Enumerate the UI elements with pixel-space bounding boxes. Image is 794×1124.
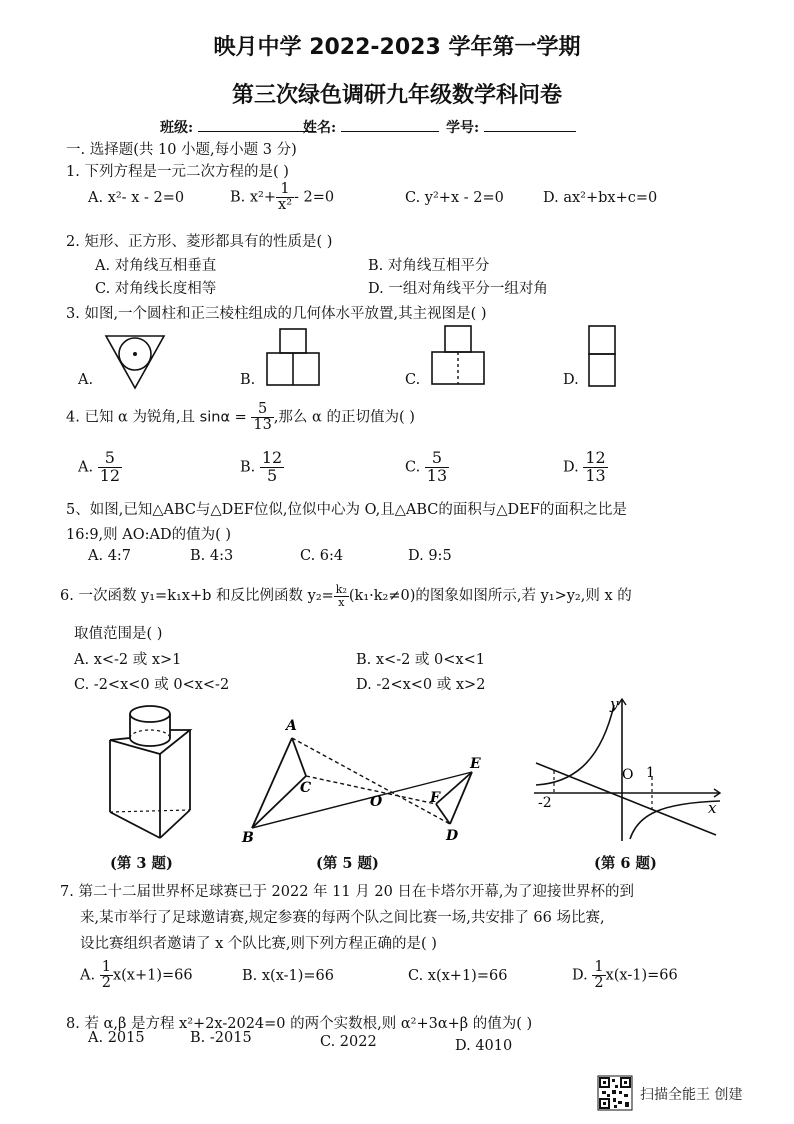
- q4-d-den: 13: [585, 465, 606, 485]
- class-blank: [198, 117, 316, 132]
- number-blank: [484, 117, 576, 132]
- q6-line2: 取值范围是( ): [74, 626, 163, 642]
- q7-line2: 来,某市举行了足球邀请赛,规定参赛的每两个队之间比赛一场,共安排了 66 场比赛,: [80, 910, 605, 926]
- q1-option-a: A. x²- x - 2=0: [88, 190, 185, 206]
- q8-stem: 8. 若 α,β 是方程 x²+2x-2024=0 的两个实数根,则 α²+3α+β 的值为( ): [66, 1016, 533, 1032]
- q4-option-b: [240, 450, 284, 485]
- watermark-text: 扫描全能王 创建: [640, 1087, 743, 1103]
- class-label: 班级:: [160, 120, 194, 136]
- q7-option-b: B. x(x-1)=66: [242, 968, 335, 984]
- figure-6-caption: (第 6 题): [594, 855, 657, 872]
- q2-option-c: C. 对角线长度相等: [95, 281, 217, 297]
- exam-title-line2: 第三次绿色调研九年级数学科问卷: [231, 83, 562, 108]
- q7-option-a: [80, 960, 193, 991]
- figure-3-solid: [100, 700, 200, 850]
- q7-line1: 7. 第二十二届世界杯足球赛已于 2022 年 11 月 20 日在卡塔尔开幕,为了迎接世界杯的到: [60, 884, 635, 900]
- q5-option-d: D. 9:5: [408, 548, 452, 564]
- q4-a-num: 5: [98, 450, 122, 468]
- name-label: 姓名:: [303, 120, 337, 136]
- q6-option-b: B. x<-2 或 0<x<1: [356, 652, 485, 668]
- circle-center-dot: [133, 352, 137, 356]
- q7-option-d: [572, 960, 678, 991]
- name-blank: [341, 117, 439, 132]
- q4-b-fraction: [260, 450, 284, 485]
- q6-option-d: D. -2<x<0 或 x>2: [356, 677, 486, 693]
- q7-option-c: C. x(x+1)=66: [408, 968, 508, 984]
- q1-b-suffix: - 2=0: [294, 189, 335, 206]
- section-heading: 一. 选择题(共 10 小题,每小题 3 分): [66, 142, 297, 158]
- q6-line1-suffix: (k₁·k₂≠0)的图象如图所示,若 y₁>y₂,则 x 的: [348, 588, 632, 605]
- q3-option-d-figure: [588, 325, 628, 389]
- triangle-shape: [106, 336, 164, 388]
- q6-line1-prefix: 6. 一次函数 y₁=k₁x+b 和反比例函数 y₂=: [60, 588, 334, 605]
- q4-sin-num: 5: [251, 402, 273, 418]
- q3-option-a: A.: [78, 372, 94, 388]
- fig6-label-x: x: [708, 799, 717, 817]
- q7-d-num: 1: [594, 959, 604, 975]
- q6-frac-den: x: [338, 595, 345, 609]
- q4-d-label: D.: [563, 459, 579, 476]
- q1-b-fraction: [276, 182, 294, 213]
- q4-sin: sinα =: [199, 409, 247, 426]
- exam-title-line1: 映月中学 2022-2023 学年第一学期: [213, 35, 581, 60]
- q7-a-den: 2: [101, 975, 111, 992]
- q1-option-b: [230, 182, 334, 213]
- figure-6-graph: [530, 695, 730, 845]
- q4-c-num: 5: [425, 450, 449, 468]
- q4-c-label: C.: [405, 459, 421, 476]
- q4-d-num: 12: [585, 448, 606, 467]
- q4-b-label: B.: [240, 459, 256, 476]
- q4-b-num: 12: [261, 448, 283, 467]
- q2-option-d: D. 一组对角线平分一组对角: [368, 281, 548, 297]
- fig5-label-c: C: [300, 780, 312, 796]
- fig5-label-e: E: [470, 756, 481, 772]
- q3-option-d: D.: [563, 372, 579, 388]
- q4-d-fraction: [583, 450, 607, 485]
- fig5-label-b: B: [242, 830, 254, 846]
- q4-c-fraction: [425, 450, 449, 485]
- fig5-label-d: D: [446, 828, 459, 844]
- q1-b-prefix: B. x²+: [230, 189, 277, 206]
- number-field: [446, 117, 576, 137]
- q7-a-num: 1: [101, 959, 111, 975]
- q8-option-c: C. 2022: [320, 1034, 377, 1050]
- fig5-label-o: O: [370, 794, 383, 810]
- q8-option-d: D. 4010: [455, 1038, 513, 1054]
- number-label: 学号:: [446, 120, 480, 136]
- q2-stem: 2. 矩形、正方形、菱形都具有的性质是( ): [66, 234, 333, 250]
- q1-b-den: x²: [278, 197, 293, 214]
- fig5-label-a: A: [286, 718, 297, 734]
- q4-option-c: [405, 450, 449, 485]
- q3-option-b: B.: [240, 372, 256, 388]
- q2-option-b: B. 对角线互相平分: [368, 258, 490, 274]
- q3-option-c-figure: [431, 325, 495, 389]
- q5-option-b: B. 4:3: [190, 548, 234, 564]
- q4-stem-prefix: 4. 已知 α 为锐角,且: [66, 409, 196, 426]
- q8-option-a: A. 2015: [88, 1030, 145, 1046]
- q7-line3: 设比赛组织者邀请了 x 个队比赛,则下列方程正确的是( ): [80, 936, 437, 952]
- figure-3-caption: (第 3 题): [110, 855, 173, 872]
- q7-d-suffix: x(x-1)=66: [605, 967, 678, 984]
- q1-b-num: 1: [276, 182, 294, 198]
- q5-option-a: A. 4:7: [88, 548, 132, 564]
- q3-option-c: C.: [405, 372, 421, 388]
- q4-a-label: A.: [78, 459, 94, 476]
- fig6-label-one: 1: [646, 765, 655, 781]
- q6-line1: [60, 584, 632, 608]
- q7-d-den: 2: [594, 975, 604, 992]
- q4-a-fraction: [98, 450, 122, 485]
- figure-5-homothety: [240, 700, 500, 848]
- q4-c-den: 13: [426, 465, 448, 485]
- q6-frac-num: k₂: [335, 583, 347, 596]
- q7-a-fraction: [100, 960, 113, 991]
- q6-option-c: C. -2<x<0 或 0<x<-2: [74, 677, 230, 693]
- hyperbola-left-branch: [536, 705, 614, 785]
- q4-b-den: 5: [266, 465, 278, 485]
- q5-line1: 5、如图,已知△ABC与△DEF位似,位似中心为 O,且△ABC的面积与△DEF的面积之比是: [66, 502, 627, 518]
- q7-d-prefix: D.: [572, 967, 588, 984]
- q8-option-b: B. -2015: [190, 1030, 252, 1046]
- q5-option-c: C. 6:4: [300, 548, 344, 564]
- q3-option-b-figure: [266, 328, 330, 388]
- q4-stem-suffix: ,那么 α 的正切值为( ): [273, 409, 415, 426]
- q7-a-prefix: A.: [80, 967, 96, 984]
- class-field: [160, 117, 316, 137]
- q3-stem: 3. 如图,一个圆柱和正三棱柱组成的几何体水平放置,其主视图是( ): [66, 306, 487, 322]
- q7-a-suffix: x(x+1)=66: [112, 967, 193, 984]
- qr-code-icon: [598, 1076, 632, 1110]
- q4-sin-den: 13: [253, 417, 272, 434]
- q3-option-a-figure: [104, 334, 168, 394]
- name-field: [303, 117, 439, 137]
- q6-option-a: A. x<-2 或 x>1: [74, 652, 182, 668]
- q5-line2: 16:9,则 AO:AD的值为( ): [66, 527, 232, 543]
- q4-option-a: [78, 450, 122, 485]
- q1-option-d: D. ax²+bx+c=0: [543, 190, 658, 206]
- q4-a-den: 12: [99, 465, 121, 485]
- q4-sin-fraction: [251, 402, 273, 433]
- q1-option-c: C. y²+x - 2=0: [405, 190, 504, 206]
- q4-option-d: [563, 450, 608, 485]
- q7-d-fraction: [592, 960, 605, 991]
- fig6-label-y: y: [610, 695, 619, 713]
- q2-option-a: A. 对角线互相垂直: [95, 258, 217, 274]
- q4-stem: [66, 402, 415, 433]
- q1-stem: 1. 下列方程是一元二次方程的是( ): [66, 164, 289, 180]
- figure-5-caption: (第 5 题): [316, 855, 379, 872]
- q6-fraction: [334, 584, 349, 608]
- fig6-label-neg-two: -2: [538, 795, 552, 811]
- fig5-label-f: F: [430, 790, 440, 806]
- fig6-label-origin: O: [622, 767, 634, 783]
